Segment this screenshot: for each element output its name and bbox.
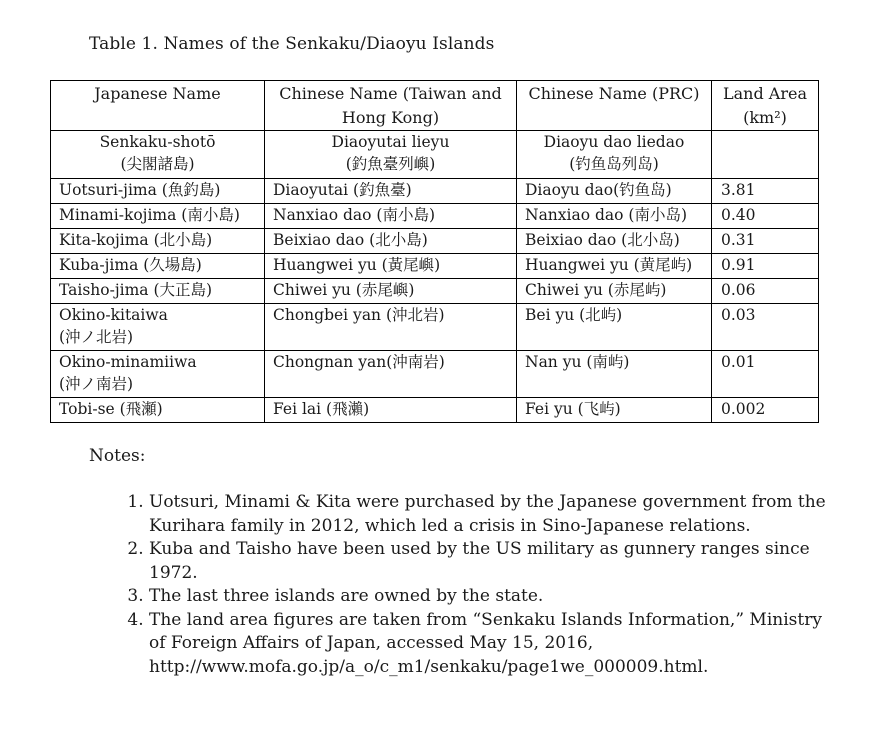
table-row	[51, 254, 819, 279]
subheader-cell: Diaoyu dao liedao (钓鱼岛列岛)	[517, 131, 712, 179]
table-caption: Table 1. Names of the Senkaku/Diaoyu Islands	[89, 34, 495, 54]
header-japanese-name: Japanese Name	[51, 81, 265, 131]
table-cell: 3.81	[712, 179, 819, 204]
table-cell: Huangwei yu (黄尾屿)	[517, 254, 712, 279]
table-cell: 0.91	[712, 254, 819, 279]
table-cell: Kuba-jima (久場島)	[51, 254, 265, 279]
table-cell: Nanxiao dao (南小島)	[265, 204, 517, 229]
table-subheader-row	[51, 131, 819, 179]
note-item: 1. Uotsuri, Minami & Kita were purchased by the Japanese government from the Kurihara family in 2012, which led a crisis in Sino-Japanese relations.	[149, 491, 839, 538]
table-header-row	[51, 81, 819, 131]
note-item: 2. Kuba and Taisho have been used by the US military as gunnery ranges since 1972.	[149, 538, 839, 585]
subheader-cell: Diaoyutai lieyu (釣魚臺列嶼)	[265, 131, 517, 179]
header-chinese-name-taiwan-hk: Chinese Name (Taiwan and Hong Kong)	[265, 81, 517, 131]
table-cell: Fei yu (飞屿)	[517, 398, 712, 423]
table-cell: Kita-kojima (北小島)	[51, 229, 265, 254]
header-land-area: Land Area (km²)	[712, 81, 819, 131]
table-cell: Chiwei yu (赤尾嶼)	[265, 279, 517, 304]
subheader-cell: Senkaku-shotō (尖閣諸島)	[51, 131, 265, 179]
table-row	[51, 279, 819, 304]
notes-title: Notes:	[89, 446, 146, 466]
notes-list	[114, 491, 839, 679]
subheader-cell	[712, 131, 819, 179]
table-cell: 0.31	[712, 229, 819, 254]
table-cell: 0.01	[712, 351, 819, 398]
table-cell: Nanxiao dao (南小岛)	[517, 204, 712, 229]
table-cell: Taisho-jima (大正島)	[51, 279, 265, 304]
table-cell: Minami-kojima (南小島)	[51, 204, 265, 229]
table-cell: 0.40	[712, 204, 819, 229]
table-row	[51, 179, 819, 204]
table-cell: Huangwei yu (黃尾嶼)	[265, 254, 517, 279]
table-cell: Beixiao dao (北小島)	[265, 229, 517, 254]
table-cell: Beixiao dao (北小岛)	[517, 229, 712, 254]
table-cell: Fei lai (飛瀨)	[265, 398, 517, 423]
table-cell: Bei yu (北屿)	[517, 304, 712, 351]
table-cell: Chiwei yu (赤尾屿)	[517, 279, 712, 304]
table-row	[51, 398, 819, 423]
header-chinese-name-prc: Chinese Name (PRC)	[517, 81, 712, 131]
table-cell: Uotsuri-jima (魚釣島)	[51, 179, 265, 204]
table-cell: Chongnan yan(沖南岩)	[265, 351, 517, 398]
table-cell: Tobi-se (飛瀬)	[51, 398, 265, 423]
note-item: 4. The land area figures are taken from “Senkaku Islands Information,” Ministry of Foreign Affairs of Japan, accessed May 15, 2016, http://www.mofa.go.jp/a_o/c_m1/senkaku/page1we_000009.html.	[149, 609, 839, 680]
table-cell: 0.03	[712, 304, 819, 351]
table-cell: Diaoyutai (釣魚臺)	[265, 179, 517, 204]
table-cell: 0.002	[712, 398, 819, 423]
table-cell: Chongbei yan (沖北岩)	[265, 304, 517, 351]
islands-table	[50, 80, 819, 423]
table-cell: Okino-minamiiwa (沖ノ南岩)	[51, 351, 265, 398]
table-cell: Nan yu (南屿)	[517, 351, 712, 398]
table-cell: Diaoyu dao(钓鱼岛)	[517, 179, 712, 204]
table-cell: 0.06	[712, 279, 819, 304]
note-item: 3. The last three islands are owned by the state.	[149, 585, 839, 609]
table-row	[51, 351, 819, 398]
table-row	[51, 229, 819, 254]
table-row	[51, 204, 819, 229]
table-row	[51, 304, 819, 351]
table-cell: Okino-kitaiwa (沖ノ北岩)	[51, 304, 265, 351]
